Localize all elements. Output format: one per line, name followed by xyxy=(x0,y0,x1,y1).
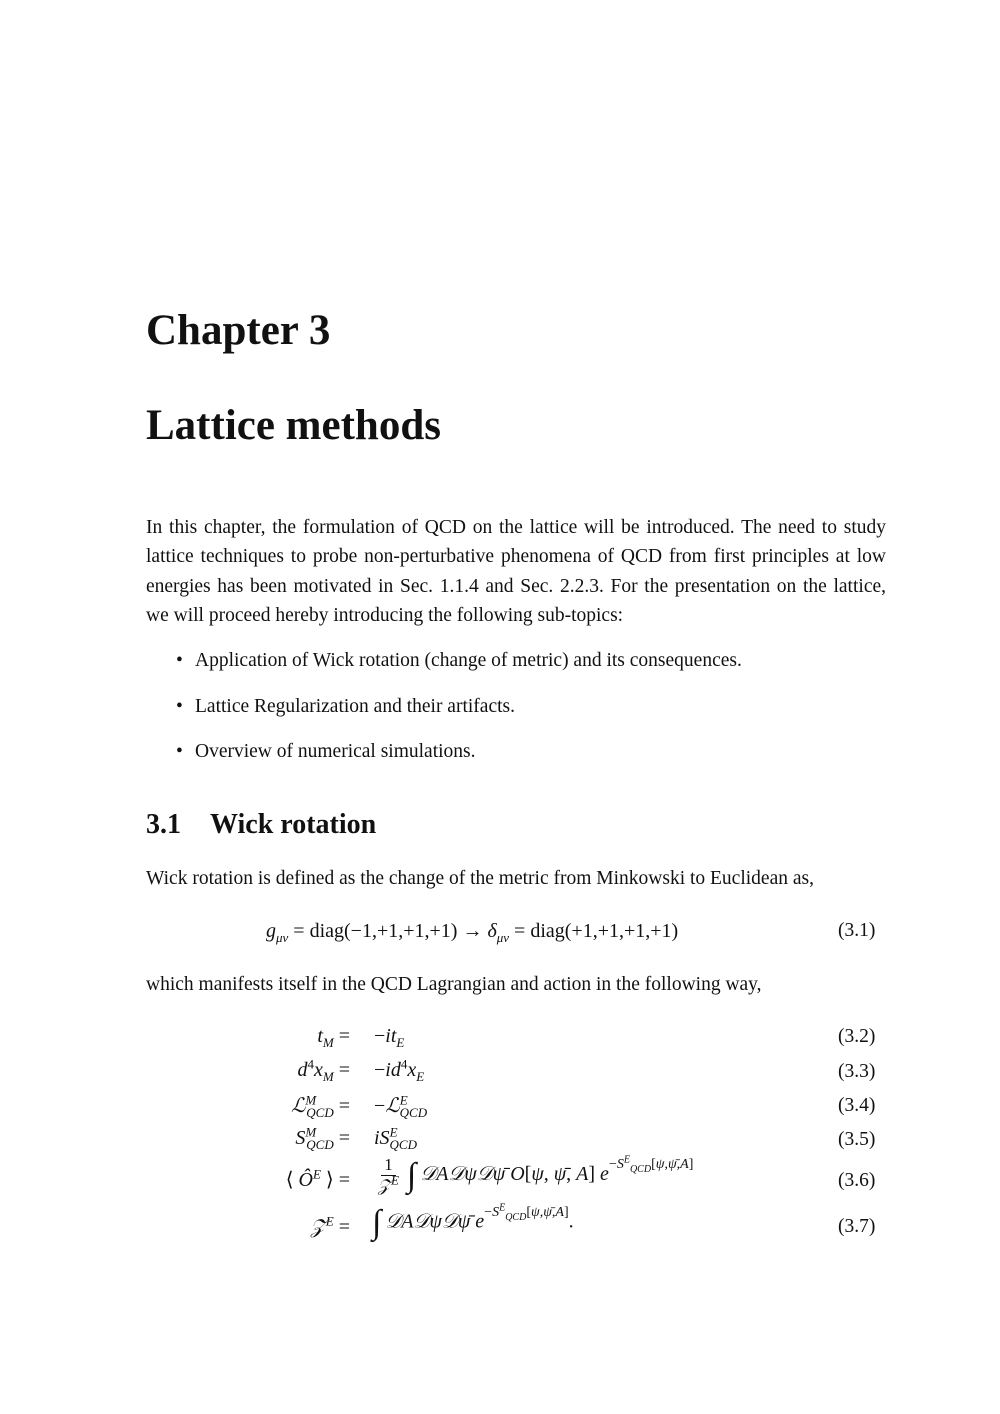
equation-3-7-rhs: ∫ 𝒟A𝒟ψ𝒟ψ̄ $e^{-S^E_{QCD}[\psi,\psī,A]}$. xyxy=(372,1201,574,1241)
chapter-label: Chapter 3 xyxy=(146,307,331,354)
equation-number: (3.1) xyxy=(838,920,876,941)
equation-3-2-rhs: $-it_E$ xyxy=(374,1025,405,1050)
section-intro: Wick rotation is defined as the change of the metric from Minkowski to Euclidean as, xyxy=(146,868,814,889)
subtopic-list xyxy=(176,648,742,785)
bullet-icon: • xyxy=(176,695,183,717)
intro-paragraph: In this chapter, the formulation of QCD on the lattice will be introduced. The need to study lattice techniques to probe non-perturbative phenomena of QCD from first principles at low energies has been motivated in Sec. 1.1.4 and Sec. 2.2.3. For the presentation on the lattice, we will proceed hereby introducing the following sub-topics: xyxy=(146,517,886,626)
equation-3-6-lhs: ⟨ $Ô^E$ ⟩ = xyxy=(285,1166,350,1191)
equation-number: (3.7) xyxy=(838,1216,876,1237)
mid-text: which manifests itself in the QCD Lagrangian and action in the following way, xyxy=(146,974,762,995)
equation-3-1: $g_{\mu\nu}$ = diag(−1,+1,+1,+1) → $\delta_{\mu\nu}$ = diag(+1,+1,+1,+1) xyxy=(266,920,679,945)
equation-number: (3.2) xyxy=(838,1026,876,1047)
equation-number: (3.4) xyxy=(838,1095,876,1116)
section-title: Wick rotation xyxy=(210,809,377,840)
equation-3-4-lhs: ℒ$^M_{QCD}$ = xyxy=(291,1092,350,1120)
section-heading xyxy=(146,805,376,845)
fraction: $\frac{1}{𝒵^E}$ xyxy=(378,1155,399,1196)
list-item-text: Overview of numerical simulations. xyxy=(195,741,476,762)
list-item-text: Lattice Regularization and their artifacts. xyxy=(195,695,515,717)
section-number: 3.1 xyxy=(146,809,181,840)
bullet-icon: • xyxy=(176,650,183,671)
equation-3-5-rhs: $iS^E_{QCD}$ xyxy=(374,1124,417,1152)
equation-3-5-lhs: $S^M_{QCD}$ = xyxy=(295,1124,350,1152)
equation-3-7-lhs: 𝒵$^E$ = xyxy=(310,1213,350,1238)
equation-3-3-rhs: $-id^4x_E$ xyxy=(374,1056,425,1084)
equation-3-4-rhs: −ℒ$^E_{QCD}$ xyxy=(374,1092,428,1120)
equation-number: (3.5) xyxy=(838,1129,876,1150)
bullet-icon: • xyxy=(176,741,183,762)
equation-3-2-lhs: $t_M$ = xyxy=(317,1025,350,1050)
equation-number: (3.6) xyxy=(838,1170,876,1191)
list-item xyxy=(176,694,742,740)
equation-3-6-rhs: $\frac{1}{𝒵^E}$ ∫ 𝒟A𝒟ψ𝒟ψ̄ O[ψ, ψ̄, A] $e^{-S^E_{QCD}[\psi,\psī,A]}$ xyxy=(378,1154,694,1196)
list-item xyxy=(176,739,742,785)
chapter-title: Lattice methods xyxy=(146,402,441,449)
equation-3-3-lhs: $d^4x_M$ = xyxy=(297,1056,350,1084)
list-item-text: Application of Wick rotation (change of metric) and its consequences. xyxy=(195,650,742,671)
list-item xyxy=(176,648,742,694)
equation-number: (3.3) xyxy=(838,1061,876,1082)
